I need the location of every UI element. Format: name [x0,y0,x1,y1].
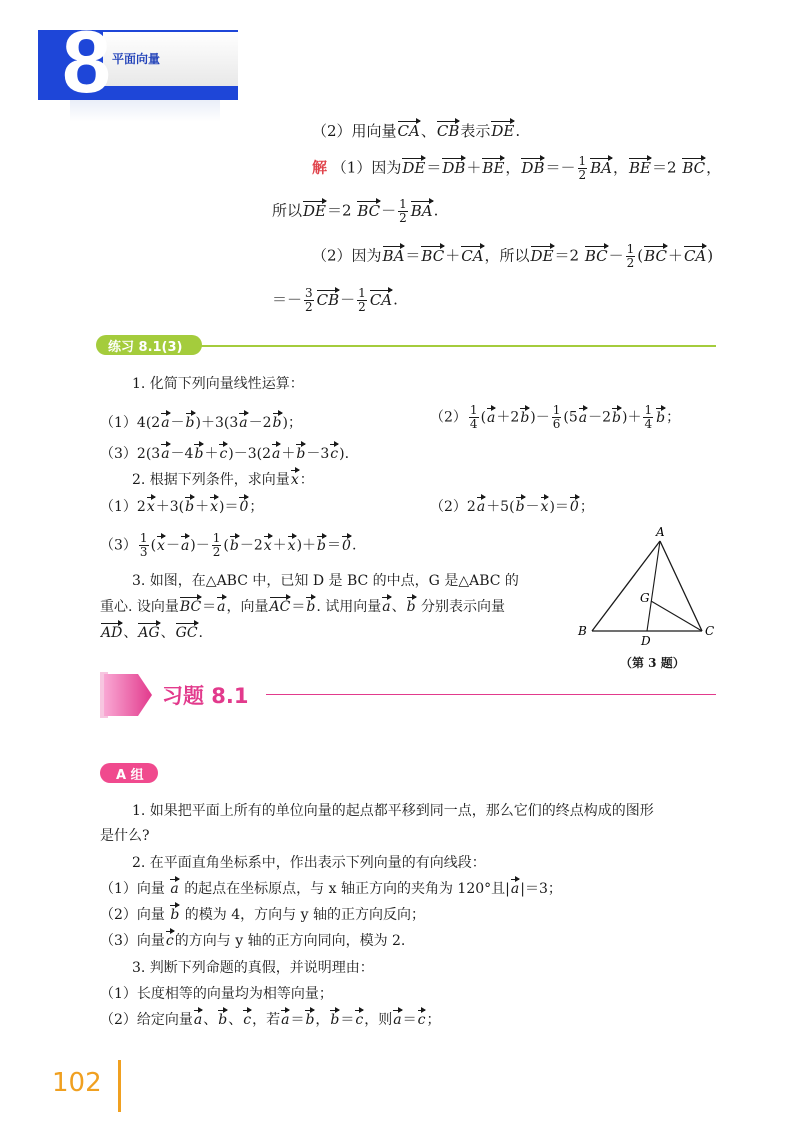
group-label: A 组 [116,768,144,783]
page-number-rule [118,1060,121,1112]
side-ac [660,541,702,631]
exercise-q3-2: （2）给定向量a、b、c，若a＝b，b＝c，则a＝c； [100,1009,440,1031]
practice-q1: 1. 化简下列向量线性运算： [132,376,304,392]
practice-q1-1: （1）4(2a－b)＋3(3a－2b)； [100,412,302,434]
exercise-arrow-icon [104,674,152,716]
practice-label: 练习 8.1(3) [108,340,183,355]
exercise-q2-2: （2）向量 b 的模为 4，方向与 y 轴的正方向反向； [100,904,425,926]
practice-q3-line1: 3. 如图，在△ABC 中，已知 D 是 BC 的中点，G 是△ABC 的 [132,573,519,589]
practice-rule [196,345,716,347]
chapter-title: 平面向量 [112,52,161,66]
exercise-title: 习题 8.1 [162,684,249,708]
practice-q2: 2. 根据下列条件，求向量x： [132,469,314,491]
exercise-q2: 2. 在平面直角坐标系中，作出表示下列向量的有向线段： [132,855,486,871]
practice-q2-1: （1）2x＋3(b＋x)＝0； [100,496,263,518]
label-g: G [640,591,650,605]
practice-q1-3: （3）2(3a－4b＋c)－3(2a＋b－3c). [100,443,349,465]
exercise-q1-line2: 是什么? [100,828,150,844]
exercise-q3-1: （1）长度相等的向量均为相等向量； [100,986,333,1002]
exercise-q1-line1: 1. 如果把平面上所有的单位向量的起点都平移到同一点，那么它们的终点构成的图形 [132,803,654,819]
example-part2: （2）用向量CA、CB表示DE. [312,122,521,140]
solution-2-result: ＝－ $\frac{3}{2}$ CB－ $\frac{1}{2}$ CA. [272,286,398,314]
solution-1: 解 （1）因为DE＝DB＋BE，DB＝－ $\frac{1}{2}$ BA，BE＝2 BC， [312,154,722,182]
practice-q1-2: （2） $\frac{1}{4}$ (a＋2b)－ $\frac{1}{6}$ (5a－2b)＋ $\frac{1}{4}$ b； [430,403,681,431]
figure-caption: （第 3 题） [620,656,685,670]
exercise-rule [266,694,716,695]
label-d: D [641,634,651,648]
median-ad [647,541,660,631]
label-b: B [578,624,587,638]
solution-marker: 解 [312,158,328,177]
practice-q2-2: （2）2a＋5(b－x)＝0； [430,496,594,518]
practice-q3-line3: AD、AG、GC. [100,622,203,644]
page-number: 102 [52,1068,102,1098]
exercise-q3: 3. 判断下列命题的真假，并说明理由： [132,960,374,976]
solution-2: （2）因为BA＝BC＋CA，所以DE＝2 BC－ $\frac{1}{2}$ (BC＋CA) [312,242,714,270]
label-c: C [705,624,715,638]
exercise-q2-1: （1）向量 a 的起点在坐标原点，与 x 轴正方向的夹角为 120°且|a|＝3； [100,878,562,900]
exercise-q2-3: （3）向量c的方向与 y 轴的正方向同向，模为 2. [100,930,405,952]
chapter-number: 8 [62,12,111,111]
triangle-figure [570,525,720,650]
side-ab [592,541,660,631]
practice-q2-3: （3） $\frac{1}{3}$ (x－a)－ $\frac{1}{2}$ (b－2x＋x)＋b＝0. [100,531,357,559]
practice-q3-line2: 重心. 设向量BC＝a，向量AC＝b. 试用向量a、b 分别表示向量 [100,596,505,618]
label-a: A [656,525,665,539]
solution-1-result: 所以DE＝2 BC－ $\frac{1}{2}$ BA. [272,197,439,225]
